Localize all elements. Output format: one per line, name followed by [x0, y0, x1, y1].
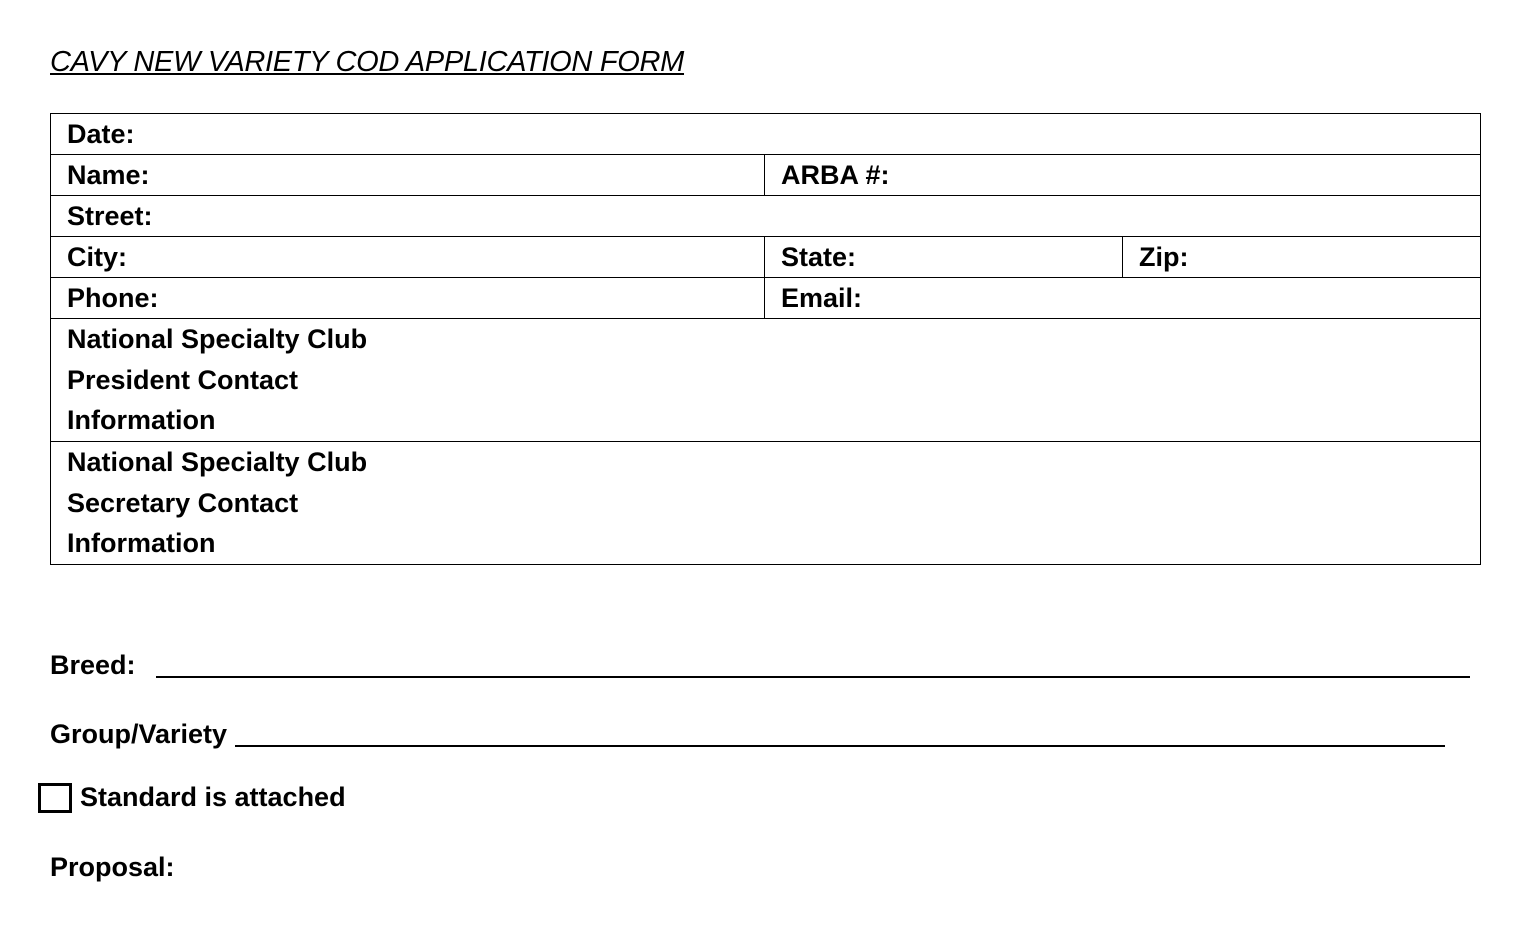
arba-number-field[interactable]	[765, 155, 1481, 196]
email-field[interactable]	[765, 278, 1481, 319]
president-label-line3: Information	[67, 405, 216, 435]
table-row	[51, 442, 1481, 565]
breed-input-line[interactable]	[156, 648, 1470, 678]
zip-field[interactable]	[1123, 237, 1481, 278]
table-row	[51, 278, 1481, 319]
date-field[interactable]	[51, 114, 1481, 155]
secretary-label-line3: Information	[67, 528, 216, 558]
phone-label: Phone:	[67, 283, 159, 313]
state-label: State:	[781, 242, 857, 272]
proposal-label: Proposal:	[50, 852, 175, 882]
name-field[interactable]	[51, 155, 765, 196]
date-label: Date:	[67, 119, 135, 149]
group-variety-label: Group/Variety	[50, 719, 228, 749]
president-label-line2: President Contact	[67, 364, 299, 395]
table-row	[51, 114, 1481, 155]
applicant-info-table	[50, 113, 1481, 565]
group-variety-input-line[interactable]	[235, 717, 1445, 747]
breed-label: Breed:	[50, 650, 136, 680]
secretary-label-line1: National Specialty Club	[67, 447, 368, 477]
president-contact-field[interactable]	[51, 319, 1481, 442]
email-label: Email:	[781, 283, 863, 313]
form-title: CAVY NEW VARIETY COD APPLICATION FORM	[50, 46, 685, 78]
table-row	[51, 237, 1481, 278]
table-row	[51, 155, 1481, 196]
standard-attached-label: Standard is attached	[80, 782, 346, 812]
secretary-label-line2: Secretary Contact	[67, 487, 299, 518]
phone-field[interactable]	[51, 278, 765, 319]
table-row	[51, 196, 1481, 237]
table-row	[51, 319, 1481, 442]
name-label: Name:	[67, 160, 150, 190]
breed-row	[50, 648, 1470, 682]
street-label: Street:	[67, 201, 153, 231]
city-label: City:	[67, 242, 127, 272]
city-field[interactable]	[51, 237, 765, 278]
street-field[interactable]	[51, 196, 1481, 237]
standard-attached-checkbox[interactable]	[38, 783, 72, 813]
zip-label: Zip:	[1139, 242, 1189, 272]
state-field[interactable]	[765, 237, 1123, 278]
president-label-line1: National Specialty Club	[67, 324, 368, 354]
secretary-contact-field[interactable]	[51, 442, 1481, 565]
standard-attached-row	[38, 782, 346, 813]
arba-label: ARBA #:	[781, 160, 890, 190]
group-variety-row	[50, 717, 1445, 751]
